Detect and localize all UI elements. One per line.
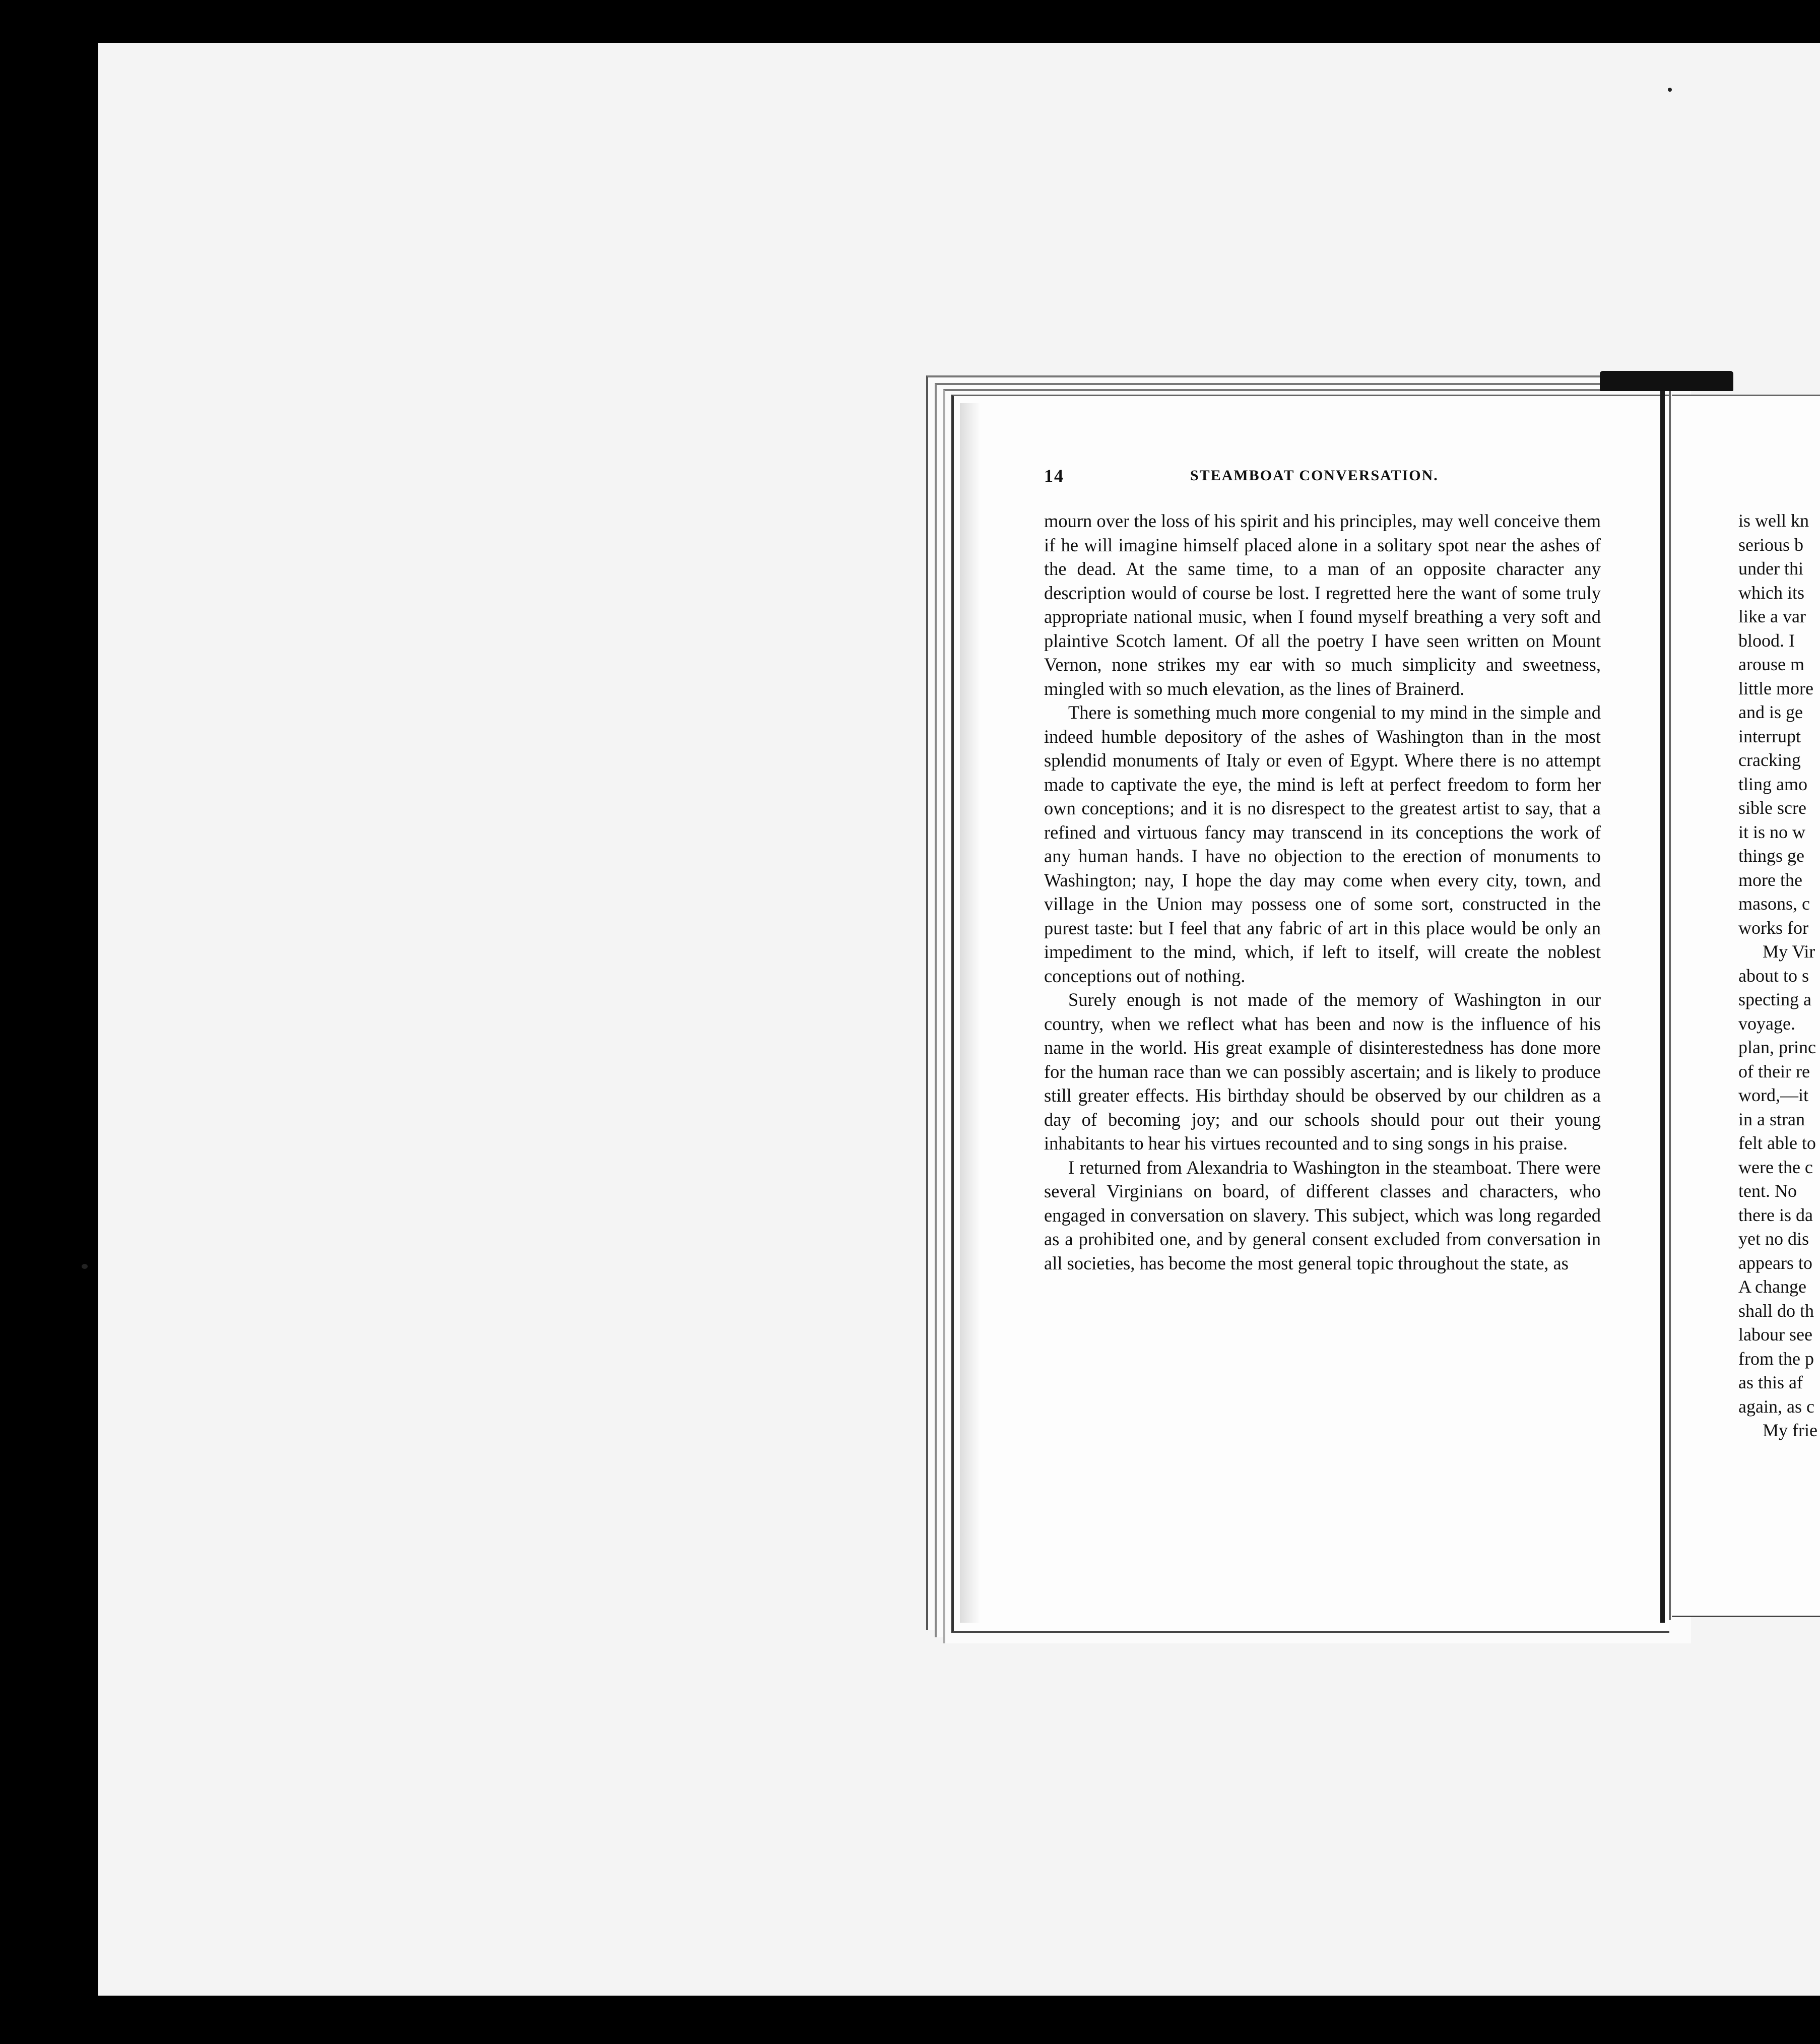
facing-page-line: in a stran <box>1738 1109 1805 1129</box>
facing-page-line: under thi <box>1738 558 1803 579</box>
facing-page-line: as this af <box>1738 1372 1803 1392</box>
bookmark-ribbon <box>1600 371 1733 391</box>
facing-page-line: more the <box>1738 869 1802 890</box>
facing-page-line: felt able to <box>1738 1133 1816 1153</box>
facing-page-line: and is ge <box>1738 702 1803 722</box>
facing-page-line: sible scre <box>1738 798 1806 818</box>
paragraph: There is something much more congenial to my mind in the simple and indeed humble depository of the ashes of Washington than in the most splendid monuments of Italy or even of Egypt. Where there is no attempt made to captivate the eye, the mind is left at perfect freedom to form her own conceptions; and it is no disrespect to the greatest artist to say, that a refined and virtuous fancy may transcend in its conceptions the work of any human hands. I have no objection to the erection of monuments to Washington; nay, I hope the day may come when every city, town, and village in the Union may possess one of some sort, constructed in the purest taste: but I feel that any fabric of art in this place would be only an impediment to the mind, which, if left to itself, will create the noblest conceptions out of nothing. <box>1044 702 1601 986</box>
facing-page-line: tent. No <box>1738 1181 1797 1201</box>
facing-page-line: serious b <box>1738 534 1803 555</box>
body-text <box>1044 509 1601 1275</box>
facing-page-line: there is da <box>1738 1204 1813 1225</box>
facing-page-line: interrupt <box>1738 726 1801 746</box>
facing-page-line: from the p <box>1738 1348 1814 1369</box>
dust-speck <box>82 1264 88 1269</box>
facing-page-line: tling amo <box>1738 774 1807 794</box>
facing-page-line: were the c <box>1738 1157 1813 1177</box>
book-gutter <box>1660 383 1665 1623</box>
facing-page-line: of their re <box>1738 1061 1810 1081</box>
facing-page-line: blood. I <box>1738 630 1795 651</box>
dust-speck <box>1668 88 1672 92</box>
paragraph: I returned from Alexandria to Washington in the steamboat. There were several Virginians on board, of different classes and characters, who engaged in conversation on slavery. This subject, which was long regarded as a prohibited one, and by general consent excluded from conversation in all societies, has become the most general topic throughout the state, as <box>1044 1157 1601 1273</box>
book-gutter-edge <box>1669 391 1671 1620</box>
page-number: 14 <box>1044 466 1064 486</box>
facing-page-line: My Vir <box>1763 941 1815 962</box>
running-head <box>1044 465 1593 487</box>
paragraph: mourn over the loss of his spirit and his principles, may well conceive them if he will imagine himself placed alone in a solitary spot near the ashes of the dead. At the same time, to a man of an opposite character any description would of course be lost. I regretted here the want of some truly appropriate national music, when I found myself breathing a very soft and plaintive Scotch lament. Of all the poetry I have seen written on Mount Vernon, none strikes my ear with so much simplicity and sweetness, mingled with so much elevation, as the lines of Brainerd. <box>1044 510 1601 699</box>
facing-page-line: masons, c <box>1738 893 1810 914</box>
facing-page-line: things ge <box>1738 846 1804 866</box>
facing-page-line: specting a <box>1738 989 1811 1009</box>
facing-page-line: like a var <box>1738 606 1806 626</box>
facing-page-line: little more <box>1738 678 1813 698</box>
facing-page-line: labour see <box>1738 1324 1812 1345</box>
facing-page-line: A change <box>1738 1276 1806 1297</box>
facing-page-line: again, as c <box>1738 1396 1814 1417</box>
facing-page-line: shall do th <box>1738 1300 1814 1321</box>
facing-page-line: about to s <box>1738 965 1809 986</box>
facing-page-line: is well kn <box>1738 510 1809 531</box>
facing-page-line: which its <box>1738 582 1804 603</box>
facing-page-line: My frie <box>1763 1420 1817 1440</box>
paragraph: Surely enough is not made of the memory of Washington in our country, when we reflect what has been and now is the influence of his name in the world. His great example of disinterestedness has done more for the human race than we can possibly ascertain; and is likely to produce still greater effects. His birthday should be observed by our children as a day of becoming joy; and our schools should pour out their young inhabitants to hear his virtues recounted and to sing songs in his praise. <box>1044 989 1601 1154</box>
facing-page-line: word,—it <box>1738 1085 1808 1105</box>
facing-page-line: it is no w <box>1738 821 1806 842</box>
facing-page-line: works for <box>1738 917 1808 938</box>
facing-page-line: yet no dis <box>1738 1229 1809 1249</box>
facing-page-line: cracking <box>1738 750 1801 770</box>
facing-page-line: plan, princ <box>1738 1037 1816 1057</box>
facing-page-text <box>1738 509 1820 1443</box>
facing-page-line: appears to <box>1738 1252 1812 1273</box>
facing-page-line: voyage. <box>1738 1013 1795 1034</box>
facing-page-line: arouse m <box>1738 654 1804 674</box>
running-title: STEAMBOAT CONVERSATION. <box>1190 467 1439 484</box>
page-shadow <box>960 403 980 1623</box>
